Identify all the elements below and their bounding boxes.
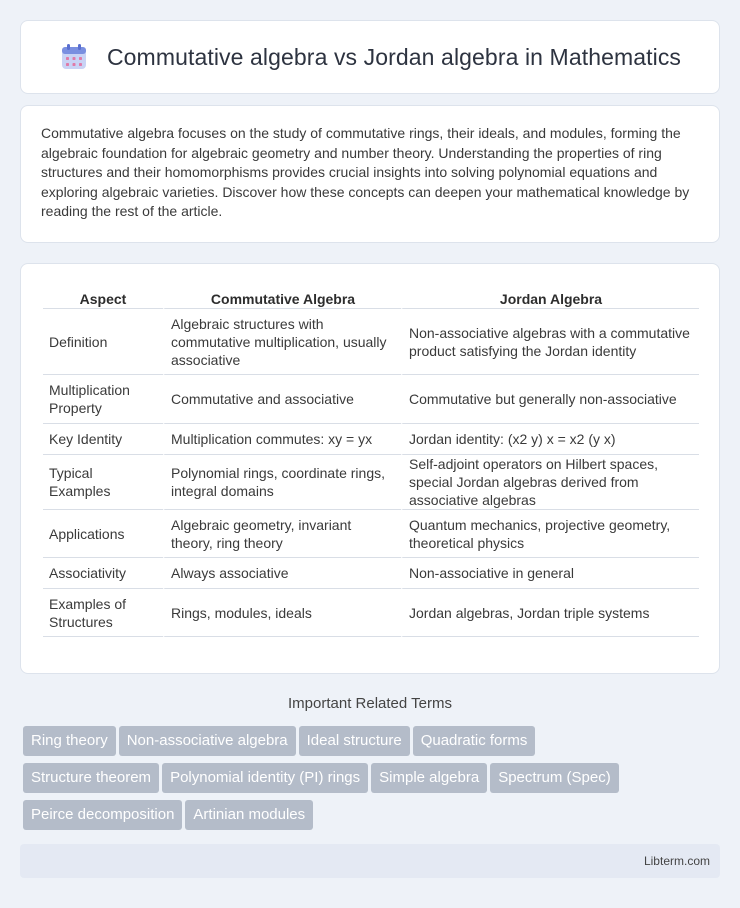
footer-site-link[interactable]: Libterm.com	[643, 854, 710, 868]
table-row	[43, 589, 699, 637]
table-row	[43, 375, 699, 424]
cell-jordan: Commutative but generally non-associative	[401, 375, 699, 424]
tag-quadratic-forms[interactable]: Quadratic forms	[413, 726, 536, 756]
cell-commutative: Commutative and associative	[163, 375, 401, 424]
table-row	[43, 558, 699, 589]
tag-artinian-modules[interactable]: Artinian modules	[185, 800, 313, 830]
cell-aspect: Associativity	[43, 558, 163, 589]
header-jordan: Jordan Algebra	[401, 283, 699, 309]
cell-commutative: Rings, modules, ideals	[163, 589, 401, 637]
tag-non-associative-algebra[interactable]: Non-associative algebra	[119, 726, 296, 756]
page-title: Commutative algebra vs Jordan algebra in Mathematics	[106, 43, 682, 70]
related-terms-title: Important Related Terms	[288, 695, 452, 712]
cell-aspect: Examples of Structures	[43, 589, 163, 637]
tag-simple-algebra[interactable]: Simple algebra	[371, 763, 487, 793]
cell-commutative: Always associative	[163, 558, 401, 589]
cell-jordan: Non-associative algebras with a commutative product satisfying the Jordan identity	[401, 309, 699, 375]
cell-jordan: Quantum mechanics, projective geometry, theoretical physics	[401, 510, 699, 558]
table-row	[43, 510, 699, 558]
calendar-icon	[59, 42, 89, 72]
intro-text: Commutative algebra focuses on the study of commutative rings, their ideals, and modules, forming the algebraic foundation for algebraic geometry and number theory. Understanding the properties of ring structures and their homomorphisms provides crucial insights into solving polynomial equations and exploring algebraic varieties. Discover how these concepts can deepen your mathematical knowledge by reading the rest of the article.	[41, 125, 690, 220]
table-row	[43, 309, 699, 375]
cell-commutative: Algebraic structures with commutative multiplication, usually associative	[163, 309, 401, 375]
tag-ideal-structure[interactable]: Ideal structure	[299, 726, 410, 756]
tag-structure-theorem[interactable]: Structure theorem	[23, 763, 159, 793]
header-card	[20, 20, 720, 94]
comparison-card	[20, 263, 720, 674]
cell-aspect: Typical Examples	[43, 455, 163, 510]
intro-card	[20, 105, 720, 243]
cell-jordan: Jordan algebras, Jordan triple systems	[401, 589, 699, 637]
comparison-table	[43, 283, 699, 637]
tag-peirce-decomposition[interactable]: Peirce decomposition	[23, 800, 182, 830]
cell-aspect: Applications	[43, 510, 163, 558]
cell-jordan: Jordan identity: (x2 y) x = x2 (y x)	[401, 424, 699, 455]
tag-spectrum[interactable]: Spectrum (Spec)	[490, 763, 619, 793]
table-row	[43, 455, 699, 510]
table-row	[43, 424, 699, 455]
cell-aspect: Multiplication Property	[43, 375, 163, 424]
cell-commutative: Polynomial rings, coordinate rings, integral domains	[163, 455, 401, 510]
related-terms-list	[23, 726, 723, 837]
cell-aspect: Key Identity	[43, 424, 163, 455]
table-header-row	[43, 283, 699, 309]
cell-aspect: Definition	[43, 309, 163, 375]
cell-jordan: Non-associative in general	[401, 558, 699, 589]
header-commutative: Commutative Algebra	[163, 283, 401, 309]
tag-polynomial-identity-rings[interactable]: Polynomial identity (PI) rings	[162, 763, 368, 793]
header-aspect: Aspect	[43, 283, 163, 309]
cell-commutative: Multiplication commutes: xy = yx	[163, 424, 401, 455]
cell-commutative: Algebraic geometry, invariant theory, ring theory	[163, 510, 401, 558]
tag-ring-theory[interactable]: Ring theory	[23, 726, 116, 756]
cell-jordan: Self-adjoint operators on Hilbert spaces, special Jordan algebras derived from associative algebras	[401, 455, 699, 510]
footer	[20, 844, 720, 878]
